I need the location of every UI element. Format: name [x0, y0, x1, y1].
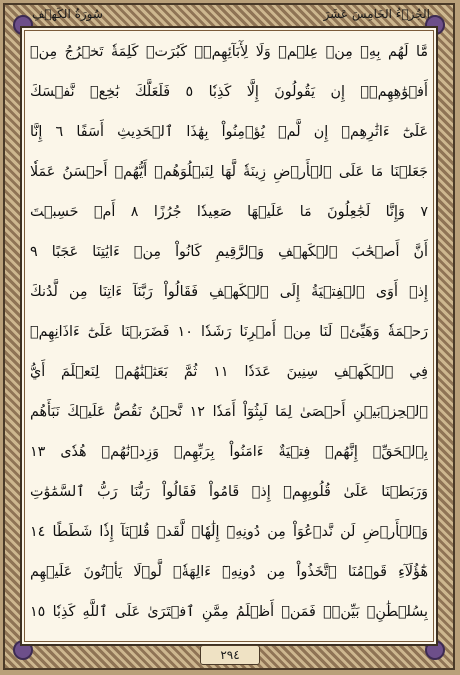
text-line: وَٱلۡأَرۡضِ لَن نَّدۡعُوَاْ مِن دُونِهِۦٓ إِلَٰهٗاۖ لَّقَدۡ قُلۡنَآ إِذٗا شَطَطًا ١٤ [30, 524, 428, 540]
text-line: مَّا لَهُم بِهِۦ مِنۡ عِلۡمٖ وَلَا لِأٓبَآئِهِمۡۚ كَبُرَتۡ كَلِمَةٗ تَخۡرُجُ مِنۡ [30, 44, 428, 60]
text-line: ٧ وَإِنَّا لَجَٰعِلُونَ مَا عَلَيۡهَا صَعِيدٗا جُرُزًا ٨ أَمۡ حَسِبۡتَ [30, 204, 428, 220]
surah-title: سُورَةُ الكَهۡفِ [32, 7, 103, 21]
text-line: وَرَبَطۡنَا عَلَىٰ قُلُوبِهِمۡ إِذۡ قَامُواْ فَقَالُواْ رَبُّنَا رَبُّ ٱلسَّمَٰوَٰتِ [30, 484, 428, 500]
text-line: أَنَّ أَصۡحَٰبَ ٱلۡكَهۡفِ وَٱلرَّقِيمِ كَانُواْ مِنۡ ءَايَٰتِنَا عَجَبًا ٩ [30, 244, 428, 260]
text-line: ٱلۡحِزۡبَيۡنِ أَحۡصَىٰ لِمَا لَبِثُوٓاْ أَمَدٗا ١٢ نَّحۡنُ نَقُصُّ عَلَيۡكَ نَبَأَهُم [30, 404, 428, 420]
text-line: عَلَىٰٓ ءَاثَٰرِهِمۡ إِن لَّمۡ يُؤۡمِنُواْ بِهَٰذَا ٱلۡحَدِيثِ أَسَفًا ٦ إِنَّا [30, 124, 428, 140]
text-line: أَفۡوَٰهِهِمۡۚ إِن يَقُولُونَ إِلَّا كَذِبٗا ٥ فَلَعَلَّكَ بَٰخِعٞ نَّفۡسَكَ [30, 84, 428, 100]
page-header [22, 5, 436, 25]
text-line: هَٰٓؤُلَآءِ قَوۡمُنَا ٱتَّخَذُواْ مِن دُونِهِۦٓ ءَالِهَةٗۖ لَّوۡلَا يَأۡتُونَ عَلَيۡهِم [30, 564, 428, 580]
juz-title: الجُزۡءُ الخَامِسَ عَشَرَ [323, 7, 430, 21]
text-line: جَعَلۡنَا مَا عَلَى ٱلۡأَرۡضِ زِينَةٗ لَّهَا لِنَبۡلُوَهُمۡ أَيُّهُمۡ أَحۡسَنُ عَمَلٗا [30, 164, 428, 180]
page-number: ٢٩٤ [200, 645, 260, 665]
text-line: فِي ٱلۡكَهۡفِ سِنِينَ عَدَدٗا ١١ ثُمَّ بَعَثۡنَٰهُمۡ لِنَعۡلَمَ أَيُّ [30, 364, 428, 380]
quran-text [30, 34, 428, 634]
text-line: بِسُلۡطَٰنِۭ بَيِّنٖۖ فَمَنۡ أَظۡلَمُ مِمَّنِ ٱفۡتَرَىٰ عَلَى ٱللَّهِ كَذِبٗا ١٥ [30, 604, 428, 620]
text-line: إِذۡ أَوَى ٱلۡفِتۡيَةُ إِلَى ٱلۡكَهۡفِ فَقَالُواْ رَبَّنَآ ءَاتِنَا مِن لَّدُنكَ [30, 284, 428, 300]
text-line: رَحۡمَةٗ وَهَيِّئۡ لَنَا مِنۡ أَمۡرِنَا رَشَدٗا ١٠ فَضَرَبۡنَا عَلَىٰٓ ءَاذَانِهِمۡ [30, 324, 428, 340]
text-line: بِٱلۡحَقِّۚ إِنَّهُمۡ فِتۡيَةٌ ءَامَنُواْ بِرَبِّهِمۡ وَزِدۡنَٰهُمۡ هُدٗى ١٣ [30, 444, 428, 460]
